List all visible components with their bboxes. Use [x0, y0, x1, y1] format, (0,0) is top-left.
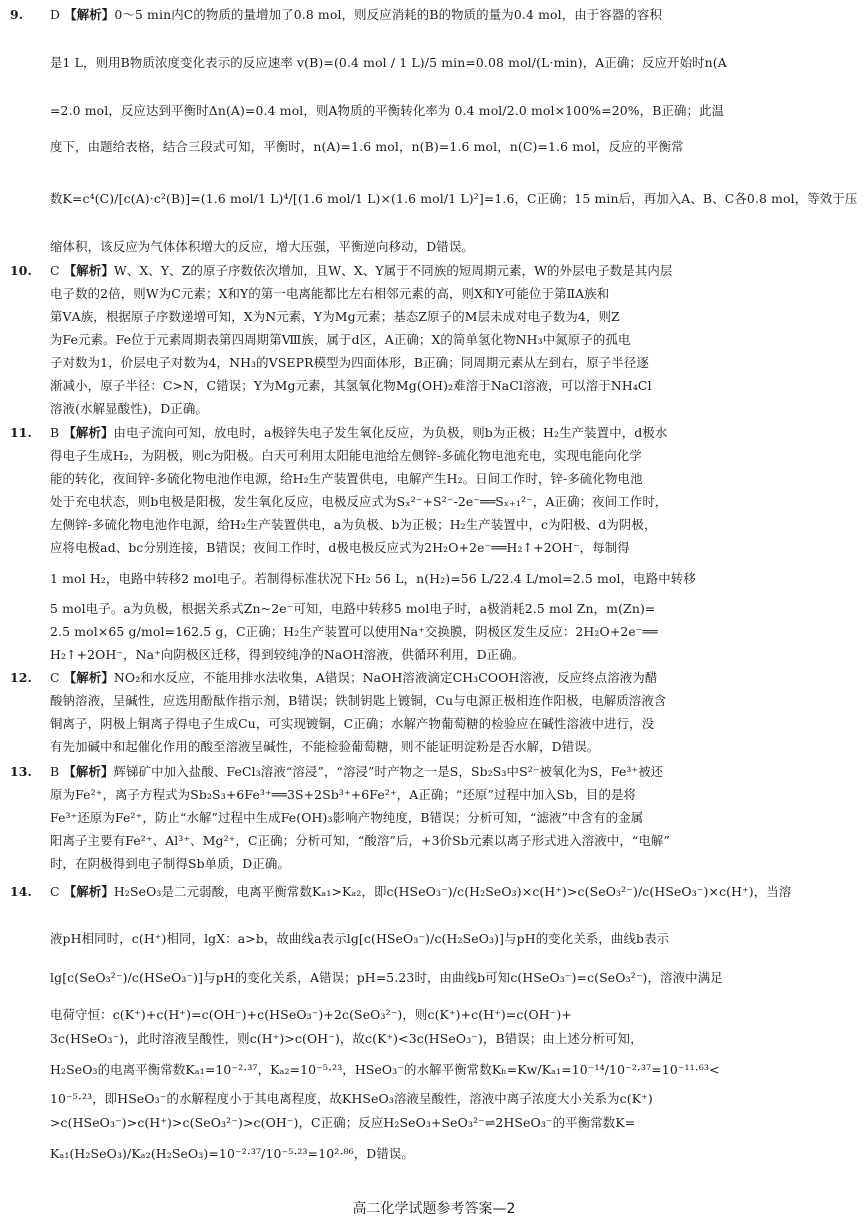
answer-14-line-3: lg[c(SeO₃²⁻)/c(HSeO₃⁻)]与pH的变化关系，A错误；pH=5.23时，由曲线b可知c(HSeO₃⁻)=c(SeO₃²⁻)，溶液中满足 [50, 970, 723, 985]
answer-11-line-7: 1 mol H₂，电路中转移2 mol电子。若制得标准状况下H₂ 56 L，n(H₂)=56 L/22.4 L/mol=2.5 mol，电路中转移 [50, 571, 696, 586]
answer-9-line-2: 是1 L，则用B物质浓度变化表示的反应速率 v(B)=(0.4 mol / 1 L)/5 min=0.08 mol/(L·min)，A正确；反应开始时n(A [50, 55, 727, 70]
answer-11-line-4: 处于充电状态，则b电极是阳极，发生氧化反应，电极反应式为Sₓ²⁻+S²⁻-2e⁻══Sₓ₊₁²⁻，A正确；夜间工作时， [50, 494, 668, 509]
answer-11-line-1: 11. B 【解析】由电子流向可知，放电时，a极锌失电子发生氧化反应，为负极，则b为正极；H₂生产装置中，d极水 [10, 425, 668, 440]
answer-14-line-5: 3c(HSeO₃⁻)，此时溶液呈酸性，则c(H⁺)>c(OH⁻)，故c(K⁺)<3c(HSeO₃⁻)，B错误；由上述分析可知， [50, 1031, 643, 1046]
answer-13-line-4: 阳离子主要有Fe²⁺、Al³⁺、Mg²⁺，C正确；分析可知，“酸溶”后，+3价Sb元素以离子形式进入溶液中，“电解” [50, 833, 670, 848]
answer-10-line-5: 子对数为1，价层电子对数为4，NH₃的VSEPR模型为四面体形，B正确；同周期元素从左到右，原子半径逐 [50, 355, 649, 370]
answer-14-line-2: 液pH相同时，c(H⁺)相同，lgX：a>b，故曲线a表示lg[c(HSeO₃⁻)/c(H₂SeO₃)]与pH的变化关系，曲线b表示 [50, 931, 670, 946]
answer-9-line-3: =2.0 mol，反应达到平衡时Δn(A)=0.4 mol，则A物质的平衡转化率为 0.4 mol/2.0 mol×100%=20%，B正确；此温 [50, 103, 725, 118]
answer-14-line-1: 14. C 【解析】H₂SeO₃是二元弱酸，电离平衡常数Kₐ₁>Kₐ₂，即c(HSeO₃⁻)/c(H₂SeO₃)×c(H⁺)>c(SeO₃²⁻)/c(HSeO₃⁻)×c(H⁺)，当溶 [10, 884, 792, 899]
answer-14-line-7: 10⁻⁵·²³，即HSeO₃⁻的水解程度小于其电离程度，故KHSeO₃溶液呈酸性，溶液中离子浓度大小关系为c(K⁺) [50, 1091, 653, 1106]
answer-9-line-6: 缩体积，该反应为气体体积增大的反应，增大压强，平衡逆向移动，D错误。 [50, 239, 474, 254]
answer-12-line-3: 铜离子，阴极上铜离子得电子生成Cu，可实现镀铜，C正确；水解产物葡萄糖的检验应在碱性溶液中进行，没 [50, 716, 655, 731]
answer-14-line-8: >c(HSeO₃⁻)>c(H⁺)>c(SeO₃²⁻)>c(OH⁻)，C正确；反应H₂SeO₃+SeO₃²⁻⇌2HSeO₃⁻的平衡常数K= [50, 1115, 636, 1130]
answer-10-line-3: 第ⅤA族，根据原子序数递增可知，X为N元素，Y为Mg元素；基态Z原子的M层未成对电子数为4，则Z [50, 309, 620, 324]
page-footer: 高二化学试题参考答案—2 [352, 1201, 516, 1217]
answer-14-line-4: 电荷守恒：c(K⁺)+c(H⁺)=c(OH⁻)+c(HSeO₃⁻)+2c(SeO₃²⁻)，则c(K⁺)+c(H⁺)=c(OH⁻)+ [50, 1007, 572, 1022]
answer-9-line-1: 9. D 【解析】0～5 min内C的物质的量增加了0.8 mol，则反应消耗的B的物质的量为0.4 mol，由于容器的容积 [10, 7, 663, 22]
answer-13-line-2: 原为Fe²⁺，离子方程式为Sb₂S₃+6Fe³⁺══3S+2Sb³⁺+6Fe²⁺，A正确；“还原”过程中加入Sb，目的是将 [50, 787, 637, 802]
answer-12-line-1: 12. C 【解析】NO₂和水反应，不能用排水法收集，A错误；NaOH溶液滴定CH₃COOH溶液，反应终点溶液为醋 [10, 670, 658, 685]
answer-11-line-8: 5 mol电子。a为负极，根据关系式Zn~2e⁻可知，电路中转移5 mol电子时，a极消耗2.5 mol Zn，m(Zn)= [50, 601, 656, 616]
answer-12-line-4: 有先加碱中和起催化作用的酸至溶液呈碱性，不能检验葡萄糖，则不能证明淀粉是否水解，D错误。 [50, 739, 600, 754]
answer-9-line-5: 数K=c⁴(C)/[c(A)·c²(B)]=(1.6 mol/1 L)⁴/[(1.6 mol/1 L)×(1.6 mol/1 L)²]=1.6，C正确；15 min后，再加入A、B、C各0.8 mol，等效于压 [50, 191, 858, 206]
answer-11-line-9: 2.5 mol×65 g/mol=162.5 g，C正确；H₂生产装置可以使用Na⁺交换膜，阴极区发生反应：2H₂O+2e⁻══ [50, 624, 658, 639]
answer-11-line-10: H₂↑+2OH⁻，Na⁺向阴极区迁移，得到较纯净的NaOH溶液，供循环利用，D正确。 [50, 647, 525, 662]
answer-12-line-2: 酸钠溶液，呈碱性，应选用酚酞作指示剂，B错误；铁制钥匙上镀铜，Cu与电源正极相连作阳极，电解质溶液含 [50, 693, 667, 708]
answer-11-line-3: 能的转化，夜间锌-多硫化物电池作电源，给H₂生产装置供电，电解产生H₂。日间工作时，锌-多硫化物电池 [50, 471, 643, 486]
answer-13-line-1: 13. B 【解析】辉锑矿中加入盐酸、FeCl₃溶液“溶浸”，“溶浸”时产物之一是S，Sb₂S₃中S²⁻被氧化为S，Fe³⁺被还 [10, 764, 664, 779]
answer-10-line-4: 为Fe元素。Fe位于元素周期表第四周期第Ⅷ族，属于d区，A正确；X的简单氢化物NH₃中氮原子的孤电 [50, 332, 631, 347]
answer-9-line-4: 度下，由题给表格，结合三段式可知，平衡时，n(A)=1.6 mol，n(B)=1.6 mol，n(C)=1.6 mol，反应的平衡常 [50, 139, 684, 154]
answer-10-line-1: 10. C 【解析】W、X、Y、Z的原子序数依次增加，且W、X、Y属于不同族的短周期元素，W的外层电子数是其内层 [10, 263, 673, 278]
answer-11-line-6: 应将电极ad、bc分别连接，B错误；夜间工作时，d极电极反应式为2H₂O+2e⁻══H₂↑+2OH⁻，每制得 [50, 540, 630, 555]
answer-13-line-3: Fe³⁺还原为Fe²⁺，防止“水解”过程中生成Fe(OH)₃影响产物纯度，B错误；分析可知，“滤液”中含有的金属 [50, 810, 644, 825]
answer-10-line-7: 溶液(水解显酸性)，D正确。 [50, 401, 208, 416]
answer-14-line-6: H₂SeO₃的电离平衡常数Kₐ₁=10⁻²·³⁷，Kₐ₂=10⁻⁵·²³，HSeO₃⁻的水解平衡常数Kₕ=Kw/Kₐ₁=10⁻¹⁴/10⁻²·³⁷=10⁻¹¹·⁶³< [50, 1062, 720, 1077]
answer-11-line-2: 得电子生成H₂，为阴极，则c为阳极。白天可利用太阳能电池给左侧锌-多硫化物电池充电，实现电能向化学 [50, 448, 642, 463]
answer-14-line-9: Kₐ₁(H₂SeO₃)/Kₐ₂(H₂SeO₃)=10⁻²·³⁷/10⁻⁵·²³=10²·⁸⁶，D错误。 [50, 1146, 414, 1161]
answer-13-line-5: 时，在阴极得到电子制得Sb单质，D正确。 [50, 856, 290, 871]
answer-11-line-5: 左侧锌-多硫化物电池作电源，给H₂生产装置供电，a为负极、b为正极；H₂生产装置中，c为阳极、d为阴极， [50, 517, 657, 532]
answer-10-line-2: 电子数的2倍，则W为C元素；X和Y的第一电离能都比左右相邻元素的高，则X和Y可能位于第ⅡA族和 [50, 286, 610, 301]
answer-10-line-6: 渐减小，原子半径：C>N，C错误；Y为Mg元素，其氢氧化物Mg(OH)₂难溶于NaCl溶液，可以溶于NH₄Cl [50, 378, 652, 393]
